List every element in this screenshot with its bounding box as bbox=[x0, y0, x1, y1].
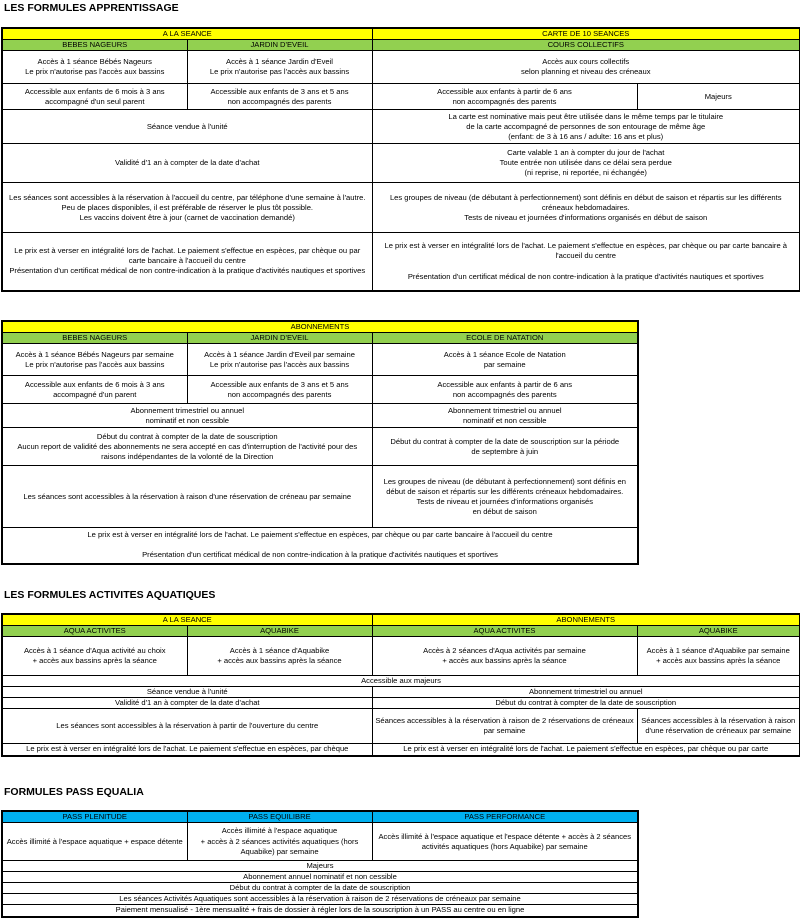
subheader-jardin-eveil: JARDIN D'EVEIL bbox=[187, 40, 372, 51]
subheader-ecole-natation: ECOLE DE NATATION bbox=[372, 333, 638, 344]
cell-paiement-seance: Le prix est à verser en intégralité lors de l'achat. Le paiement s'effectue en espèces, par chèque ou par carte bancaire à l'accueil du centre Présentation d'un certificat médical de non contre-indication à la pratique d'activités nautiques et sportives bbox=[2, 233, 372, 291]
cell-acces-jardin: Accès à 1 séance Jardin d'Eveil Le prix n'autorise pas l'accès aux bassins bbox=[187, 51, 372, 84]
subheader-aquabike-seance: AQUABIKE bbox=[187, 626, 372, 637]
header-abonnements: ABONNEMENTS bbox=[2, 321, 638, 333]
cell-acces-plenitude: Accès illimité à l'espace aquatique + espace détente bbox=[2, 823, 187, 861]
cell-majeurs: Majeurs bbox=[637, 84, 800, 110]
cell-acces-bebes: Accès à 1 séance Bébés Nageurs par semaine Le prix n'autorise pas l'accès aux bassins bbox=[2, 344, 187, 376]
cell-debut-contrat-ecole: Début du contrat à compter de la date de souscription sur la période de septembre à juin bbox=[372, 428, 638, 466]
cell-acces-aquabike-seance: Accès à 1 séance d'Aquabike + accès aux bassins après la séance bbox=[187, 637, 372, 676]
cell-abonnement-type: Abonnement trimestriel ou annuel nominatif et non cessible bbox=[2, 404, 372, 428]
cell-acces-aqua-seance: Accès à 1 séance d'Aqua activité au choix + accès aux bassins après la séance bbox=[2, 637, 187, 676]
cell-reservation-seance: Les séances sont accessibles à la réservation à partir de l'ouverture du centre bbox=[2, 709, 372, 744]
table-abonnements-apprentissage bbox=[1, 320, 639, 565]
cell-validite: Validité d'1 an à compter de la date d'achat bbox=[2, 144, 372, 183]
cell-age-bebes: Accessible aux enfants de 6 mois à 3 ans accompagné d'un seul parent bbox=[2, 84, 187, 110]
cell-acces-jardin: Accès à 1 séance Jardin d'Eveil par semaine Le prix n'autorise pas l'accès aux bassins bbox=[187, 344, 372, 376]
cell-acces-equilibre: Accès illimité à l'espace aquatique + accès à 2 séances activités aquatiques (hors Aquabike) par semaine bbox=[187, 823, 372, 861]
cell-reservation: Les séances Activités Aquatiques sont accessibles à la réservation à raison de 2 réservations de créneaux par semaine bbox=[2, 894, 638, 905]
subheader-jardin-eveil: JARDIN D'EVEIL bbox=[187, 333, 372, 344]
header-pass-performance: PASS PERFORMANCE bbox=[372, 811, 638, 823]
cell-acces-cours: Accès aux cours collectifs selon planning et niveau des créneaux bbox=[372, 51, 800, 84]
table-activites-aquatiques bbox=[1, 613, 800, 757]
cell-debut-contrat: Début du contrat à compter de la date de souscription Aucun report de validité des abonnements ne sera accepté en cas d'interruption de l'activité pour des raisons indépendantes de la volonté de la Direction bbox=[2, 428, 372, 466]
heading-pass-equalia: FORMULES PASS EQUALIA bbox=[4, 786, 144, 798]
cell-reservation: Les séances sont accessibles à la réservation à l'accueil du centre, par téléphone d'une semaine à l'autre. Peu de places disponibles, il est préférable de réserver le plus tôt possible. Les vaccins doivent être à jour (carnet de vaccination demandé) bbox=[2, 183, 372, 233]
subheader-aqua-activites-seance: AQUA ACTIVITES bbox=[2, 626, 187, 637]
cell-age-bebes: Accessible aux enfants de 6 mois à 3 ans accompagné d'un parent bbox=[2, 376, 187, 404]
cell-acces-bebes: Accès à 1 séance Bébés Nageurs Le prix n'autorise pas l'accès aux bassins bbox=[2, 51, 187, 84]
table-pass-equalia bbox=[1, 810, 639, 918]
cell-paiement-seance: Le prix est à verser en intégralité lors de l'achat. Le paiement s'effectue en espèces, par chèque bbox=[2, 744, 372, 756]
header-pass-plenitude: PASS PLENITUDE bbox=[2, 811, 187, 823]
cell-age-jardin: Accessible aux enfants de 3 ans et 5 ans non accompagnés des parents bbox=[187, 376, 372, 404]
cell-reservation-aqua: Séances accessibles à la réservation à raison de 2 réservations de créneaux par semaine bbox=[372, 709, 637, 744]
heading-formules-apprentissage: LES FORMULES APPRENTISSAGE bbox=[4, 2, 179, 14]
cell-acces-ecole: Accès à 1 séance Ecole de Natation par semaine bbox=[372, 344, 638, 376]
cell-acces-aqua-abonnement: Accès à 2 séances d'Aqua activités par semaine + accès aux bassins après la séance bbox=[372, 637, 637, 676]
subheader-cours-collectifs: COURS COLLECTIFS bbox=[372, 40, 800, 51]
cell-age-jardin: Accessible aux enfants de 3 ans et 5 ans non accompagnés des parents bbox=[187, 84, 372, 110]
heading-activites-aquatiques: LES FORMULES ACTIVITES AQUATIQUES bbox=[4, 589, 216, 601]
cell-groupes-niveau: Les groupes de niveau (de débutant à perfectionnement) sont définis en début de saison et répartis sur les différents créneaux hebdomadaires. Tests de niveau et journées d'informations organisés en début de saison bbox=[372, 466, 638, 528]
cell-debut-contrat: Début du contrat à compter de la date de souscription bbox=[2, 883, 638, 894]
cell-vente-unite: Séance vendue à l'unité bbox=[2, 687, 372, 698]
cell-acces-performance: Accès illimité à l'espace aquatique et l'espace détente + accès à 2 séances activités aquatiques (hors Aquabike) par semaine bbox=[372, 823, 638, 861]
header-carte-10-seances: CARTE DE 10 SEANCES bbox=[372, 28, 800, 40]
cell-paiement: Paiement mensualisé - 1ère mensualité + frais de dossier à régler lors de la souscription à un PASS au centre ou en ligne bbox=[2, 905, 638, 917]
subheader-bebes-nageurs: BEBES NAGEURS bbox=[2, 40, 187, 51]
header-pass-equilibre: PASS EQUILIBRE bbox=[187, 811, 372, 823]
cell-abonnement-type: Abonnement trimestriel ou annuel bbox=[372, 687, 800, 698]
cell-paiement-abonnement: Le prix est à verser en intégralité lors de l'achat. Le paiement s'effectue en espèces, par chèque ou par carte bbox=[372, 744, 800, 756]
cell-paiement: Le prix est à verser en intégralité lors de l'achat. Le paiement s'effectue en espèces, par chèque ou par carte bancaire à l'accueil du centre Présentation d'un certificat médical de non contre-indication à la pratique d'activités nautiques et sportives bbox=[2, 528, 638, 564]
cell-abonnement-type-ecole: Abonnement trimestriel ou annuel nominatif et non cessible bbox=[372, 404, 638, 428]
cell-majeurs: Majeurs bbox=[2, 861, 638, 872]
cell-age-enfants: Accessible aux enfants à partir de 6 ans non accompagnés des parents bbox=[372, 84, 637, 110]
cell-abonnement-annuel: Abonnement annuel nominatif et non cessible bbox=[2, 872, 638, 883]
subheader-aqua-activites-abonnement: AQUA ACTIVITES bbox=[372, 626, 637, 637]
cell-vente-unite: Séance vendue à l'unité bbox=[2, 110, 372, 144]
subheader-aquabike-abonnement: AQUABIKE bbox=[637, 626, 800, 637]
cell-reservation-aquabike: Séances accessibles à la réservation à raison d'une réservation de créneaux par semaine bbox=[637, 709, 800, 744]
header-abonnements: ABONNEMENTS bbox=[372, 614, 800, 626]
cell-groupes-niveau: Les groupes de niveau (de débutant à perfectionnement) sont définis en début de saison et répartis sur les différents créneaux hebdomadaires. Tests de niveau et journées d'informations organisés en début de saison bbox=[372, 183, 800, 233]
cell-validite: Validité d'1 an à compter de la date d'achat bbox=[2, 698, 372, 709]
cell-age-ecole: Accessible aux enfants à partir de 6 ans non accompagnés des parents bbox=[372, 376, 638, 404]
cell-reservation: Les séances sont accessibles à la réservation à raison d'une réservation de créneau par semaine bbox=[2, 466, 372, 528]
table-apprentissage bbox=[1, 27, 800, 292]
header-a-la-seance: A LA SEANCE bbox=[2, 28, 372, 40]
header-a-la-seance: A LA SEANCE bbox=[2, 614, 372, 626]
cell-debut-contrat: Début du contrat à compter de la date de souscription bbox=[372, 698, 800, 709]
cell-carte-nominative: La carte est nominative mais peut être utilisée dans le même temps par le titulaire de la carte accompagné de personnes de son entourage de même âge (enfant: de 3 à 16 ans / adulte: 16 ans et plus) bbox=[372, 110, 800, 144]
cell-acces-aquabike-abonnement: Accès à 1 séance d'Aquabike par semaine + accès aux bassins après la séance bbox=[637, 637, 800, 676]
subheader-bebes-nageurs: BEBES NAGEURS bbox=[2, 333, 187, 344]
cell-accessible-majeurs: Accessible aux majeurs bbox=[2, 676, 800, 687]
cell-paiement-carte: Le prix est à verser en intégralité lors de l'achat. Le paiement s'effectue en espèces, par chèque ou par carte bancaire à l'accueil du centre Présentation d'un certificat médical de non contre-indication à la pratique d'activités nautiques et sportives bbox=[372, 233, 800, 291]
cell-carte-validite: Carte valable 1 an à compter du jour de l'achat Toute entrée non utilisée dans ce délai sera perdue (ni reprise, ni reportée, ni échangée) bbox=[372, 144, 800, 183]
